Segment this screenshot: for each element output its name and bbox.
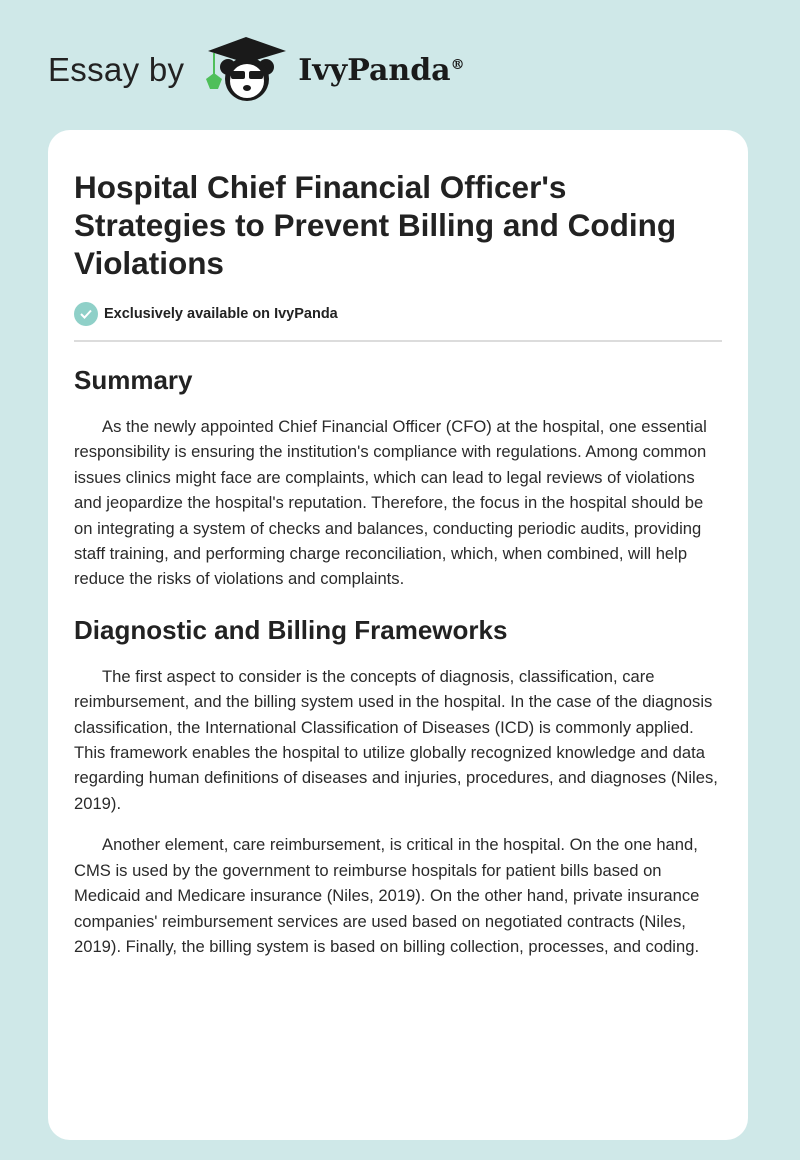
paragraph: The first aspect to consider is the concepts of diagnosis, classification, care reimbursement, and the billing system used in the hospital. In the case of the diagnosis classification, the International Classification of Diseases (ICD) is commonly applied. This framework enables the hospital to utilize globally recognized knowledge and data regarding human definitions of diseases and injuries, procedures, and diagnoses (Niles, 2019). [74, 666, 718, 813]
paragraph: As the newly appointed Chief Financial Officer (CFO) at the hospital, one essential responsibility is ensuring the institution's compliance with regulations. Among common issues clinics might face are complaints, which can lead to legal reviews of violations and jeopardize the hospital's reputation. Therefore, the focus in the hospital should be on integrating a system of checks and balances, conducting periodic audits, providing staff training, and performing charge reconciliation, which, when combined, will help reduce the risks of violations and complaints. [74, 417, 707, 589]
divider [74, 340, 722, 342]
section-heading: Summary [74, 365, 193, 395]
badge-text: Exclusively available on IvyPanda [104, 306, 338, 322]
section-heading: Diagnostic and Billing Frameworks [74, 614, 508, 645]
section-frameworks [74, 614, 722, 959]
exclusive-badge [74, 302, 722, 326]
registered-mark: ® [450, 56, 465, 73]
brand-text: IvyPanda [298, 52, 451, 88]
site-header [48, 35, 465, 105]
section-summary [74, 364, 722, 592]
ivypanda-logo-icon[interactable] [202, 33, 290, 108]
essay-card [48, 130, 748, 1140]
brand-name [298, 53, 464, 88]
essay-title: Hospital Chief Financial Officer's Strategies to Prevent Billing and Coding Violations [74, 169, 677, 281]
paragraph: Another element, care reimbursement, is critical in the hospital. On the one hand, CMS is used by the government to reimburse hospitals for patient bills based on Medicaid and Medicare insurance (Niles, 2019). On the other hand, private insurance companies' reimbursement services are used based on negotiated contracts (Niles, 2019). Finally, the billing system is based on billing collection, processes, and coding. [74, 835, 700, 956]
essay-by-label: Essay by [48, 51, 185, 88]
check-icon [74, 302, 98, 326]
